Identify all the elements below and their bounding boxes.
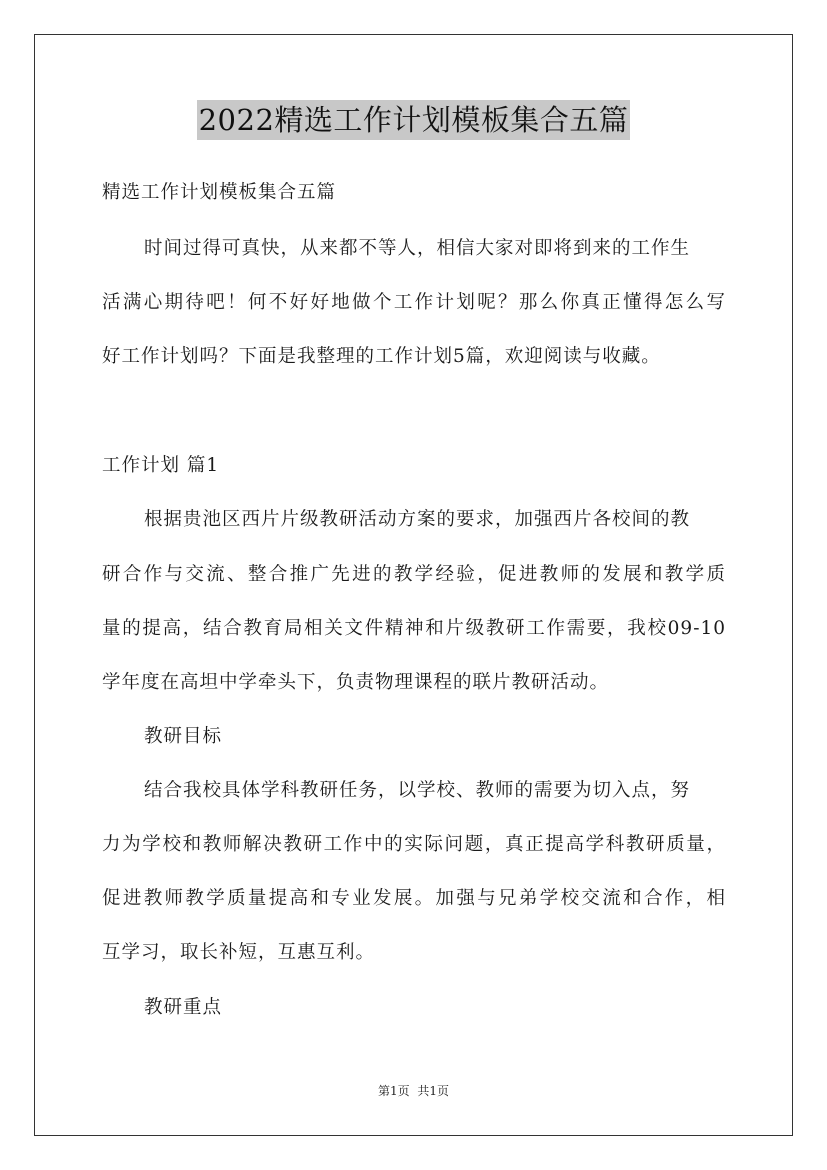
document-title: 2022精选工作计划模板集合五篇 (197, 100, 631, 140)
paragraph-line: 量的提高，结合教育局相关文件精神和片级教研工作需要，我校09-10 (102, 618, 726, 639)
subheading-focus: 教研重点 (144, 997, 223, 1018)
intro-line: 好工作计划吗？下面是我整理的工作计划5篇，欢迎阅读与收藏。 (102, 346, 661, 367)
page-footer (0, 1083, 827, 1099)
paragraph-line: 互学习，取长补短，互惠互利。 (102, 942, 376, 963)
page-total: 共1页 (417, 1084, 450, 1098)
paragraph-line: 根据贵池区西片片级教研活动方案的要求，加强西片各校间的教 (144, 509, 691, 530)
document-subtitle: 精选工作计划模板集合五篇 (102, 182, 337, 203)
intro-line: 活满心期待吧！何不好好地做个工作计划呢？那么你真正懂得怎么写 (102, 292, 726, 313)
paragraph-line: 学年度在高坦中学牵头下，负责物理课程的联片教研活动。 (102, 672, 610, 693)
paragraph-line: 研合作与交流、整合推广先进的教学经验，促进教师的发展和教学质 (102, 564, 726, 585)
title-container (0, 100, 827, 140)
section-heading: 工作计划 篇1 (102, 455, 220, 476)
paragraph-line: 力为学校和教师解决教研工作中的实际问题，真正提高学科教研质量， (102, 834, 726, 855)
intro-line: 时间过得可真快，从来都不等人，相信大家对即将到来的工作生 (144, 238, 691, 259)
paragraph-line: 结合我校具体学科教研任务，以学校、教师的需要为切入点，努 (144, 780, 691, 801)
subheading-goal: 教研目标 (144, 726, 223, 747)
paragraph-line: 促进教师教学质量提高和专业发展。加强与兄弟学校交流和合作，相 (102, 888, 726, 909)
page-number: 第1页 (377, 1084, 410, 1098)
